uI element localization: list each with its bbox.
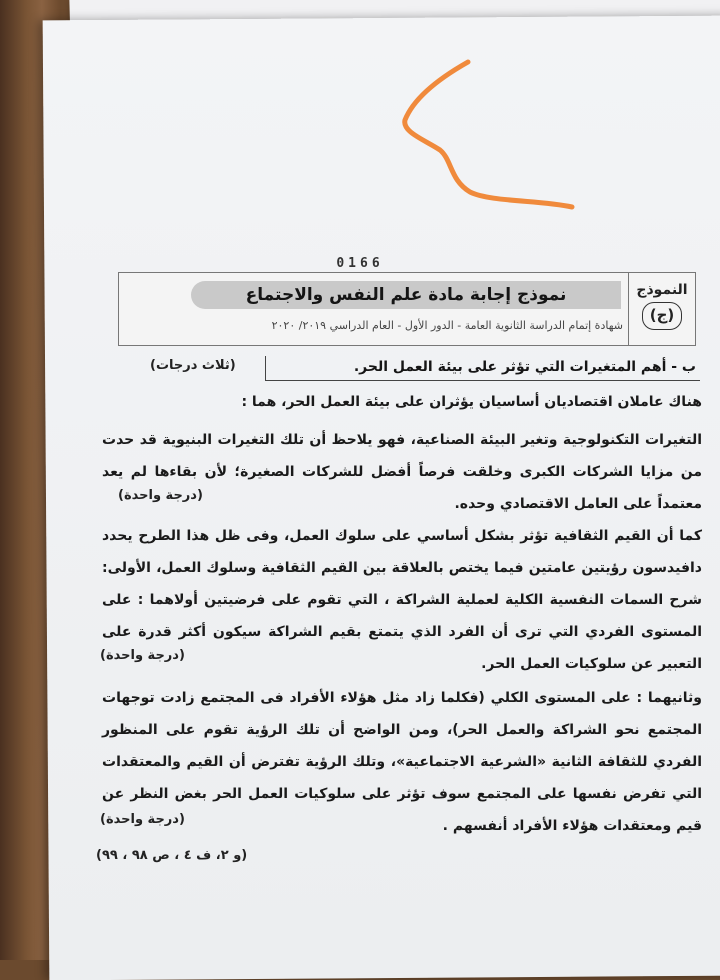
paragraph-2: كما أن القيم الثقافية تؤثر بشكل أساسي على سلوك العمل، وفى ظل هذا الطرح يحدد دافيدسون رؤيتين عامتين فيما يختص بالعلاقة بين القيم الثقافية وسلوك العمل، الأولى: شرح السمات النفسية الكلية لعملية الشراكة ، التي تقوم على فرضيتين أولاهما : على المستوى الفردي التي ترى أن الفرد الذي يتمتع بقيم الشراكة سيكون أكثر قدرة على التعبير عن سلوكيات العمل الحر. [102, 528, 702, 672]
serial-number: 0166 [336, 256, 384, 271]
paragraph-1-grade: (درجة واحدة) [118, 488, 203, 503]
question-grade: (ثلاث درجات) [150, 358, 236, 373]
question-title: ب - أهم المتغيرات التي تؤثر على بيئة العمل الحر. [265, 356, 700, 381]
orange-pen-mark [390, 50, 590, 220]
document-title: نموذج إجابة مادة علم النفس والاجتماع [191, 281, 621, 309]
model-box [628, 273, 695, 345]
paragraph-intro: هناك عاملان اقتصاديان أساسيان يؤثران على بيئة العمل الحر، هما : [241, 394, 702, 410]
paragraph-3-grade: (درجة واحدة) [100, 812, 185, 827]
paragraph-1: التغيرات التكنولوجية وتغير البيئة الصناعية، فهو يلاحظ أن تلك التغيرات البنيوية قد حدت من مزايا الشركات الكبرى وخلقت فرصاً أفضل للشركات الصغيرة؛ لأن بقاءها لم يعد معتمداً على العامل الاقتصادي وحده. [102, 432, 702, 512]
paragraph-3: وثانيهما : على المستوى الكلي (فكلما زاد مثل هؤلاء الأفراد فى المجتمع زادت توجهات المجتمع نحو الشراكة والعمل الحر)، ومن الواضح أن تلك الرؤية تقوم على المنظور الفردي للثقافة الثانية «الشرعية الاجتماعية»، وتلك الرؤية تفترض أن القيم والمعتقدات التي تفرض نفسها على المجتمع سوف تؤثر على سلوكيات العمل الحر بغض النظر عن قيم ومعتقدات هؤلاء الأفراد أنفسهم . [102, 690, 702, 834]
reference-citation: (و ٢، ف ٤ ، ص ٩٨ ، ٩٩) [96, 848, 248, 863]
document-header [118, 272, 696, 346]
document-subtitle: شهادة إتمام الدراسة الثانوية العامة - الدور الأول - العام الدراسي ٢٠١٩/ ٢٠٢٠ [271, 319, 623, 332]
paragraph-2-grade: (درجة واحدة) [100, 648, 185, 663]
model-letter: (ج) [642, 302, 682, 330]
model-label: النموذج [636, 282, 688, 298]
